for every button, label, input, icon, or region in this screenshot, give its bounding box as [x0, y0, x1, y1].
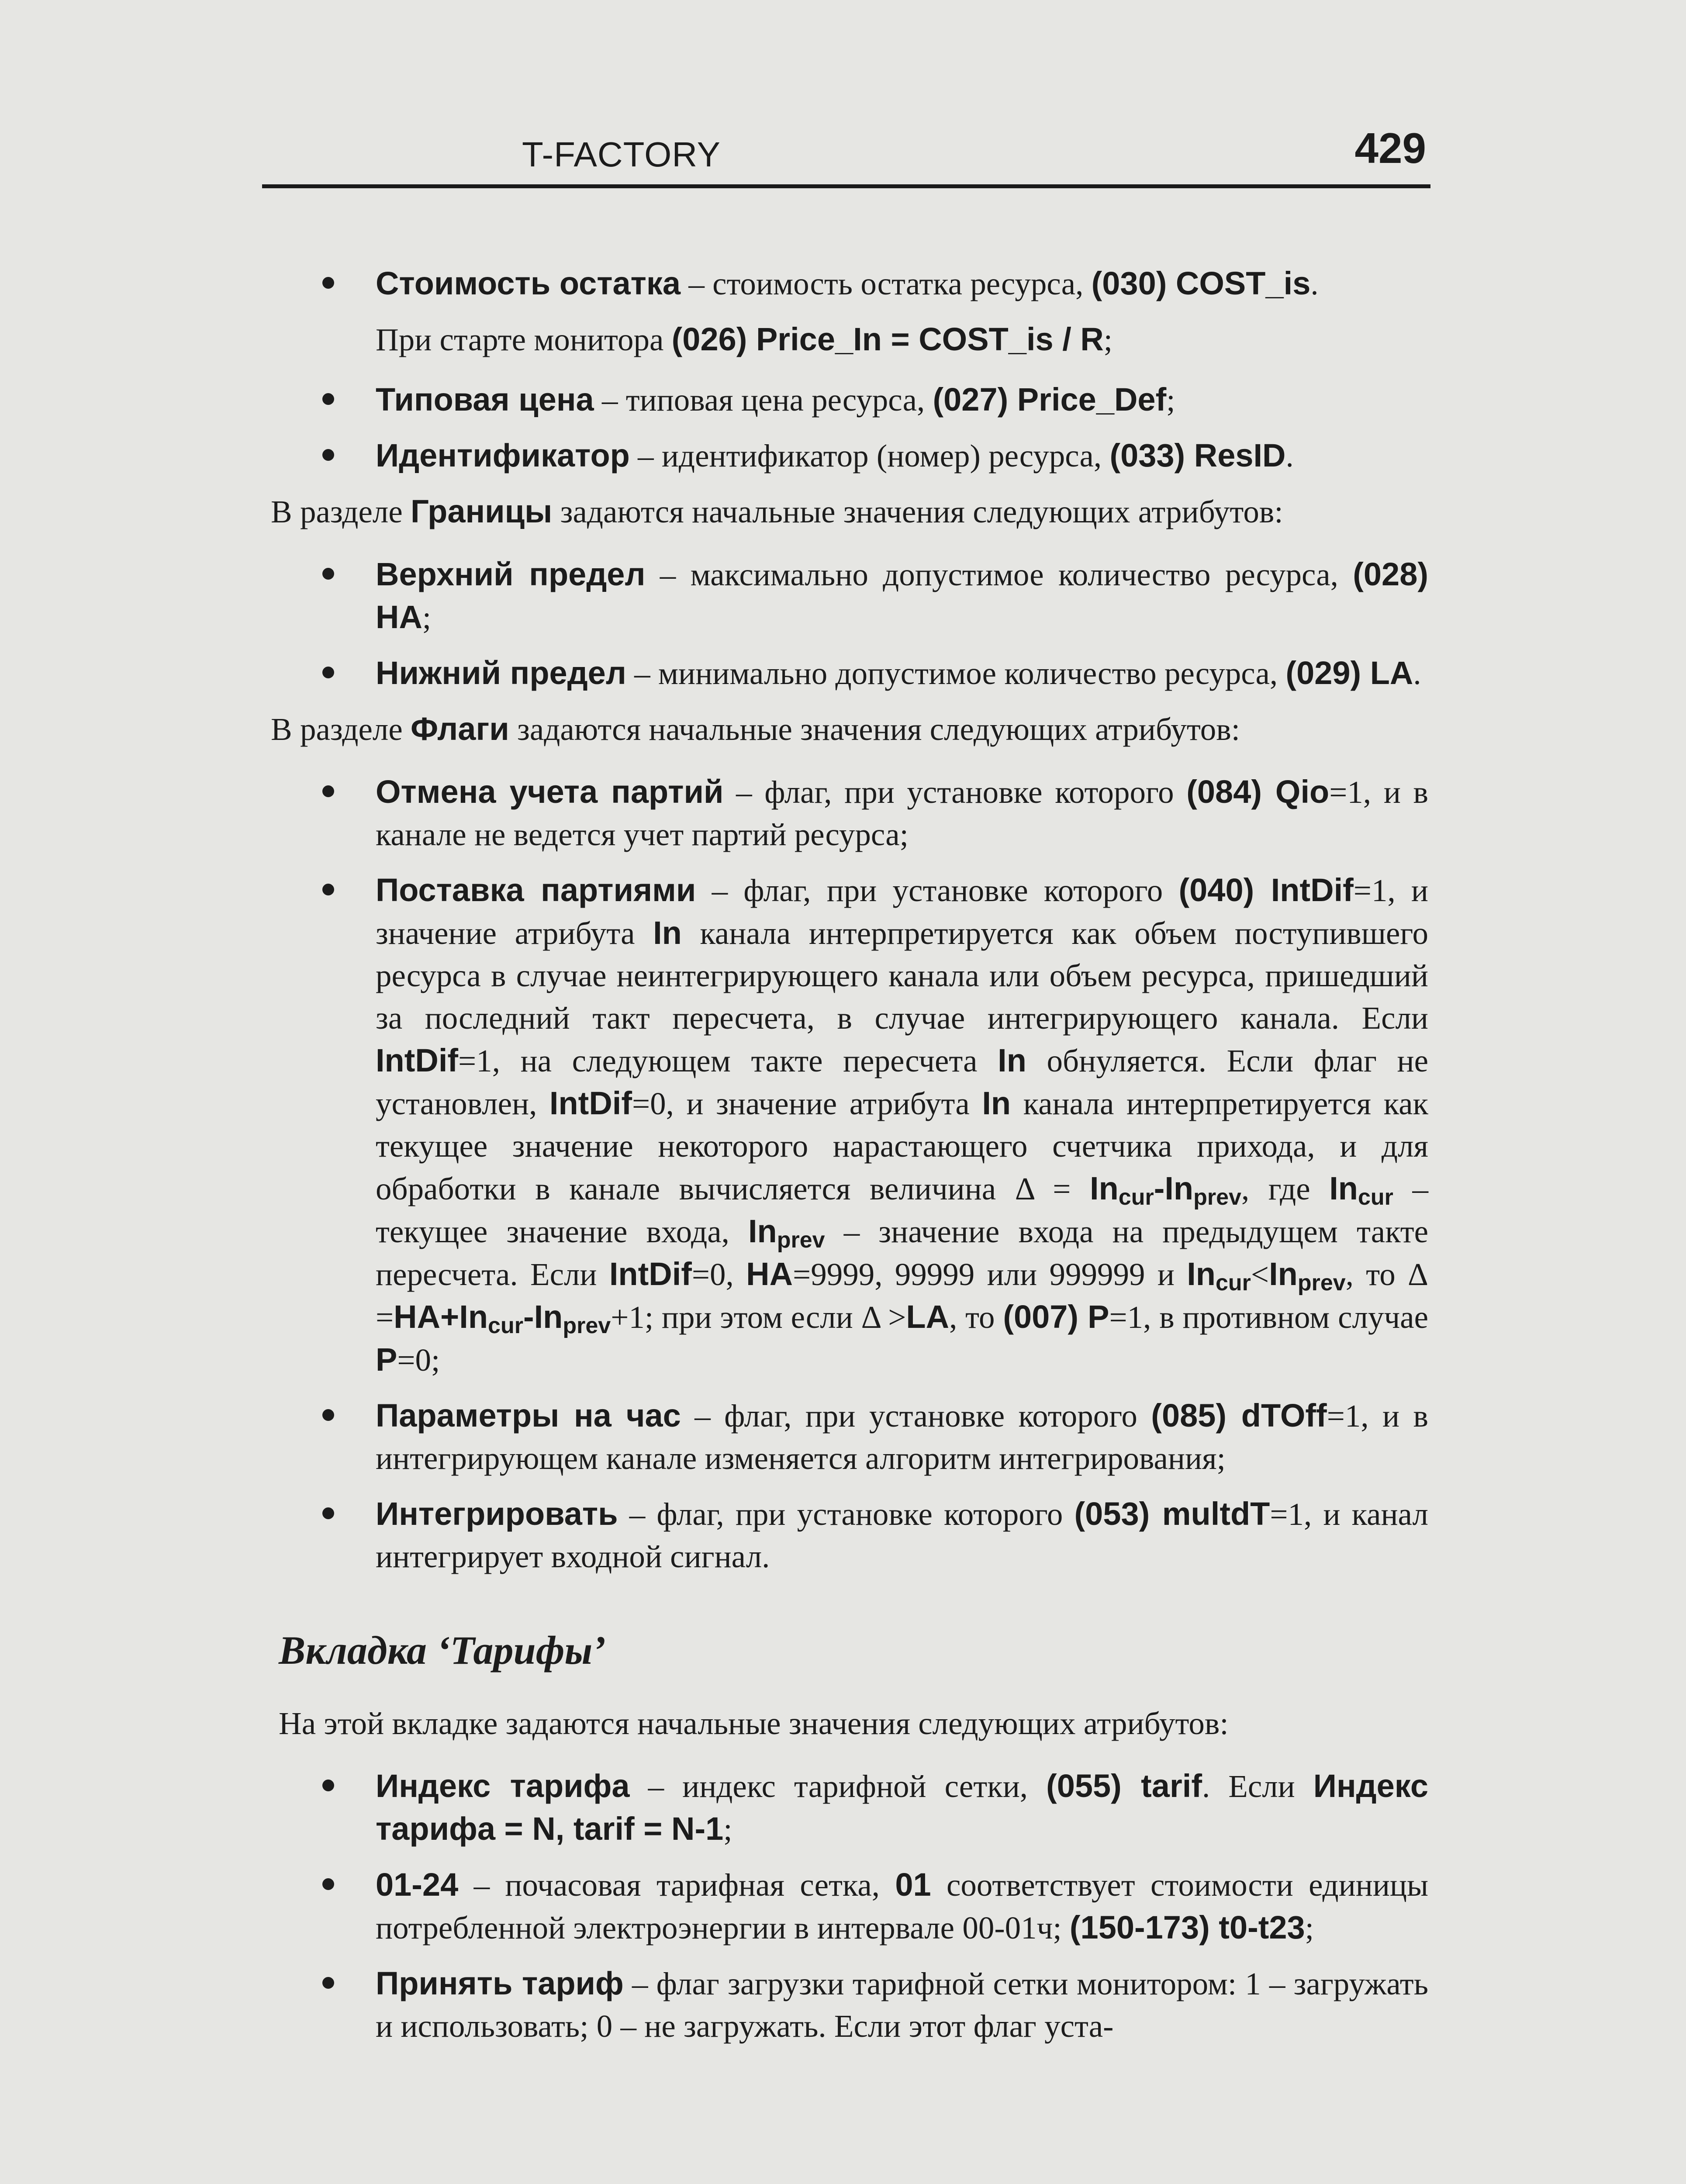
subscript: cur: [1118, 1185, 1154, 1210]
attr-code: HA: [746, 1256, 793, 1292]
bounds-list: [271, 553, 1428, 695]
attr-code: (029) LA: [1285, 655, 1413, 691]
text: =1, и значение атрибута: [376, 873, 1428, 951]
text: канала интерпретируется как объем поступившего ресурса в случае неинтегрирующего канала или объем ресурса, пришедший за последний такт пересчета, в случае интегрирующего канала. Если: [376, 916, 1428, 1036]
term: Отмена учета партий: [376, 774, 724, 810]
subscript: prev: [777, 1227, 825, 1253]
text: – флаг загрузки тарифной сетки монитором: 1 – загружать и использовать; 0 – не загружать. Если этот флаг уста-: [376, 1966, 1429, 2044]
page-number: 429: [1354, 124, 1426, 172]
term: Индекс тарифа: [376, 1768, 630, 1804]
attr-code: (085) dTOff: [1151, 1397, 1327, 1434]
text: =1, и канал интегрирует входной сигнал.: [376, 1496, 1428, 1574]
attr-code: In: [1090, 1170, 1119, 1206]
running-title: T-FACTORY: [522, 135, 721, 174]
text: – флаг, при установке которого: [696, 873, 1179, 908]
text: – значение входа на предыдущем такте пересчета. Если: [376, 1214, 1428, 1292]
text: – текущее значение входа,: [376, 1171, 1429, 1249]
attr-code: In: [653, 915, 682, 951]
attr-code: (150-173) t0-t23: [1069, 1909, 1305, 1946]
text: ;: [723, 1811, 732, 1847]
text: .: [1285, 438, 1294, 473]
list-item: [271, 1765, 1428, 1850]
attr-code: In: [1187, 1256, 1216, 1292]
text: – почасовая тарифная сетка,: [458, 1867, 895, 1903]
text: =1, на следующем такте пересчета: [458, 1043, 998, 1078]
bullet-icon: [322, 884, 334, 895]
attr-code: (026) Price_In = COST_is / R: [671, 321, 1104, 357]
list-item: [271, 1493, 1428, 1578]
text: задаются начальные значения следующих атрибутов:: [552, 494, 1283, 529]
list-item: [271, 553, 1428, 639]
term: Типовая цена: [376, 381, 594, 418]
term: Интегрировать: [376, 1496, 618, 1532]
list-item: [271, 771, 1428, 856]
text: =1, и в канале не ведется учет партий ресурса;: [376, 774, 1428, 852]
bullet-icon: [322, 1507, 334, 1519]
term: 01-24: [376, 1866, 459, 1903]
text: – индекс тарифной сетки,: [629, 1769, 1047, 1804]
attr-code: (030) COST_is: [1091, 265, 1311, 301]
attr-code: (053) multdT: [1074, 1496, 1270, 1532]
subscript: prev: [1193, 1185, 1241, 1210]
flags-lead: [271, 708, 1428, 750]
text: задаются начальные значения следующих атрибутов:: [509, 712, 1240, 747]
attr-code: HA+In: [394, 1299, 488, 1335]
list-item: [271, 869, 1428, 1381]
text: .: [1413, 656, 1421, 691]
text: =1, в противном случае: [1109, 1299, 1428, 1335]
attr-code: IntDif: [376, 1042, 459, 1078]
bounds-lead: [271, 490, 1428, 533]
bullet-icon: [322, 277, 334, 289]
bullet-icon: [322, 1977, 334, 1989]
attr-code: In: [1329, 1170, 1358, 1206]
attr-code: P: [376, 1341, 397, 1378]
text: , где: [1241, 1171, 1330, 1206]
term: Нижний предел: [376, 655, 626, 691]
text: ;: [1103, 322, 1113, 357]
term: Флаги: [410, 711, 509, 747]
text: обнуляется. Если флаг не установлен,: [376, 1043, 1429, 1121]
attr-code: In: [1269, 1256, 1298, 1292]
list-item: [271, 378, 1428, 421]
text: .: [1310, 266, 1319, 301]
subscript: prev: [1297, 1270, 1346, 1296]
term: Границы: [410, 493, 553, 529]
page-body: [271, 262, 1428, 2047]
attr-code: In: [998, 1042, 1026, 1078]
term: Принять тариф: [376, 1965, 624, 2001]
text: =9999, 99999 или 999999 и: [793, 1257, 1187, 1292]
subscript: cur: [1216, 1270, 1251, 1296]
bullet-icon: [322, 1409, 334, 1421]
term: Поставка партиями: [376, 872, 696, 908]
tariffs-list: [271, 1765, 1428, 2047]
attr-code: IntDif: [549, 1085, 632, 1121]
term: Верхний предел: [376, 556, 646, 592]
text: – стоимость остатка ресурса,: [681, 266, 1092, 301]
attr-code: (033) ResID: [1109, 437, 1286, 473]
text: соответствует стоимости единицы потребленной электроэнергии в интервале 00-01ч;: [376, 1867, 1429, 1946]
text: ;: [1305, 1910, 1314, 1946]
bullet-icon: [322, 1878, 334, 1890]
list-item: [271, 434, 1428, 477]
term: Идентификатор: [376, 437, 630, 473]
subscript: prev: [563, 1313, 611, 1338]
intro-list: [271, 262, 1428, 305]
attr-code: -In: [523, 1299, 563, 1335]
bullet-icon: [322, 785, 334, 797]
attr-code: (055) tarif: [1046, 1768, 1202, 1804]
subscript: cur: [1358, 1185, 1393, 1210]
attr-code: In: [748, 1213, 777, 1249]
tariffs-lead: На этой вкладке задаются начальные значения следующих атрибутов:: [279, 1706, 1229, 1741]
attr-code: (007) P: [1003, 1299, 1109, 1335]
text: =0, и значение атрибута: [632, 1086, 982, 1121]
intro-list-2: [271, 378, 1428, 477]
text: =1, и в интегрирующем канале изменяется алгоритм интегрирования;: [376, 1398, 1428, 1476]
text: канала интерпретируется как текущее значение некоторого нарастающего счетчика прихода, и для обработки в канале вычисляется величина Δ =: [376, 1086, 1428, 1206]
text: =0,: [691, 1257, 746, 1292]
text: ;: [1166, 382, 1175, 418]
attr-code: LA: [906, 1299, 950, 1335]
text: =0;: [397, 1342, 440, 1378]
bullet-icon: [322, 1780, 334, 1791]
attr-code: 01: [895, 1866, 931, 1903]
attr-code: (027) Price_Def: [933, 381, 1167, 418]
text: , то: [949, 1299, 1003, 1335]
attr-code: IntDif: [609, 1256, 692, 1292]
bullet-icon: [322, 568, 334, 580]
text: – максимально допустимое количество ресурса,: [645, 557, 1353, 592]
section-heading-tariffs: Вкладка ‘Тарифы’: [279, 1628, 606, 1673]
term: Стоимость остатка: [376, 265, 681, 301]
text: +1; при этом если Δ >: [611, 1299, 906, 1335]
subscript: cur: [488, 1313, 523, 1338]
text: , то Δ =: [376, 1257, 1428, 1335]
list-item: [271, 652, 1428, 695]
text: <: [1251, 1257, 1269, 1292]
text: – типовая цена ресурса,: [594, 382, 933, 418]
attr-code: (084) Qio: [1186, 774, 1330, 810]
attr-code: -In: [1154, 1170, 1194, 1206]
attr-code: (040) IntDif: [1178, 872, 1354, 908]
bullet-icon: [322, 449, 334, 461]
text: – флаг, при установке которого: [681, 1398, 1151, 1434]
text: ;: [422, 600, 432, 635]
bullet-icon: [322, 393, 334, 405]
list-item: [271, 1962, 1428, 2047]
text: – флаг, при установке которого: [723, 774, 1187, 810]
list-item: [271, 1394, 1428, 1479]
list-item: [271, 262, 1428, 305]
page-header: [262, 118, 1430, 188]
term: Параметры на час: [376, 1397, 681, 1434]
attr-code: Индекс тарифа = N, tarif = N-1: [376, 1768, 1429, 1847]
text: – идентификатор (номер) ресурса,: [629, 438, 1110, 473]
bullet-icon: [322, 667, 334, 678]
text: – минимально допустимое количество ресурса,: [626, 656, 1286, 691]
attr-code: (028) HA: [376, 556, 1428, 635]
monitor-start-note: [271, 318, 1428, 361]
text: В разделе: [271, 712, 411, 747]
list-item: [271, 1863, 1428, 1949]
flags-list: [271, 771, 1428, 1578]
text: При старте монитора: [376, 322, 672, 357]
text: В разделе: [271, 494, 411, 529]
text: . Если: [1202, 1769, 1313, 1804]
attr-code: In: [982, 1085, 1011, 1121]
text: – флаг, при установке которого: [618, 1496, 1074, 1532]
